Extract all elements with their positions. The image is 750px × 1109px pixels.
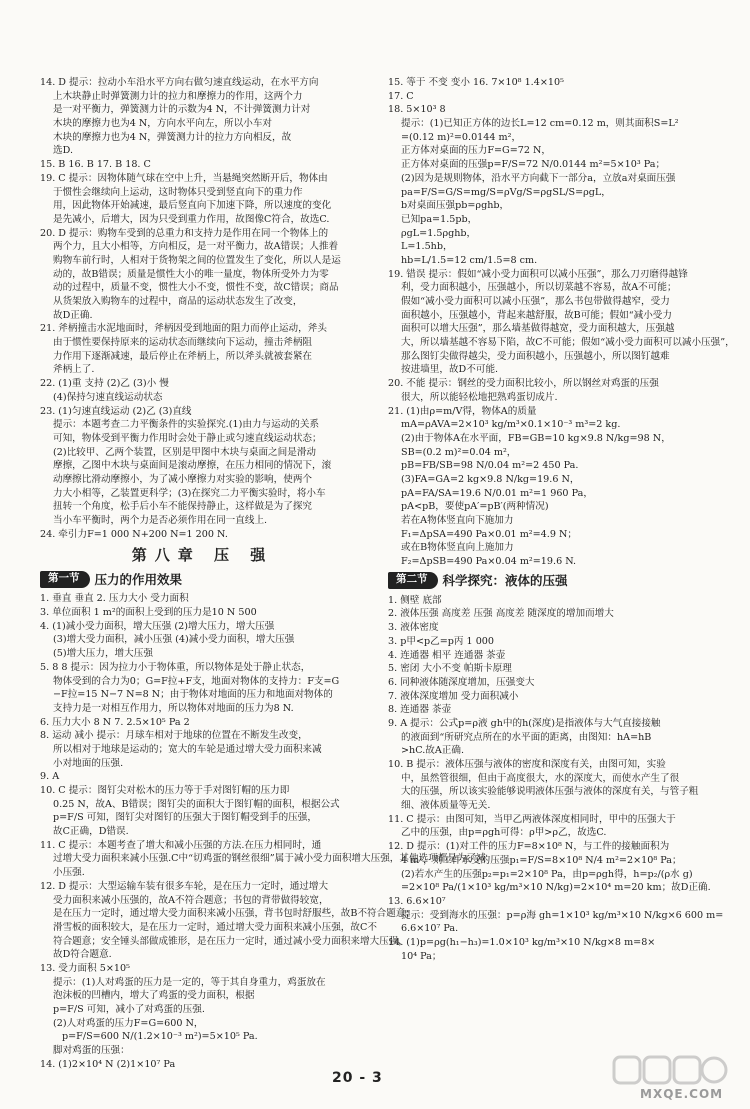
answer-line: 23. (1)匀速直线运动 (2)乙 (3)直线 — [40, 405, 192, 417]
section-title-2: 科学探究：液体的压强 — [442, 572, 568, 588]
answer-line: 13. 6.6×10⁷ — [388, 895, 446, 907]
answer-line: 两个力，且大小相等，方向相反，是一对平衡力，故A错误；人推着 — [53, 241, 339, 253]
answer-line: F₁=ΔpSA=490 Pa×0.01 m²=4.9 N； — [401, 528, 577, 540]
answer-line: 14. (1)p=ρg(h₁−h₃)=1.0×10³ kg/m³×10 N/kg×8 m=8× — [388, 936, 656, 948]
answer-line: 力作用下逐渐减速，最后停止在斧柄上，所以斧头就被套紧在 — [53, 350, 313, 362]
answer-line: 12. D 提示：(1)对工件的压力F=8×10⁸ N，与工件的接触面积为 — [388, 841, 670, 853]
answer-line: 2. 液体压强 高度差 压强 高度差 随深度的增加而增大 — [388, 608, 614, 620]
answer-line: >hC.故A正确. — [401, 745, 465, 757]
answer-line: (2)人对鸡蛋的压力F=G=600 N， — [53, 1017, 204, 1029]
answer-line: mA=ρAVA=2×10³ kg/m³×0.1×10⁻³ m³=2 kg. — [401, 419, 621, 431]
answer-line: 动摩擦比滑动摩擦小，为了减小摩擦力对实验的影响，使两个 — [53, 473, 313, 485]
watermark-text: MXQE.COM — [640, 1087, 724, 1101]
answer-line: 3. 单位面积 1 m²的面积上受到的压力是10 N 500 — [40, 607, 257, 619]
answer-line: 大，所以墙基越不容易下陷，故C不可能；假如“减小受力面积可以减小压强”， — [401, 337, 735, 349]
answer-line: 正方体对桌面的压强p=F/S=72 N/0.0144 m²=5×10³ Pa； — [401, 159, 666, 171]
answer-line: 7. 液体深度增加 受力面积减小 — [388, 690, 519, 702]
answer-line: 已知pa=1.5pb， — [401, 213, 478, 225]
answer-line: 中，虽然管很细，但由于高度很大，水的深度大，而使水产生了很 — [401, 772, 680, 784]
answer-line: 用，因此物体开始减速，最后竖直向下加速下降，所以速度的变化 — [53, 200, 332, 212]
answer-line: F₂=ΔpSB=490 Pa×0.04 m²=19.6 N. — [401, 556, 577, 568]
answer-line: 是先减小，后增大，因为只受到重力作用，故图像C符合，故选C. — [53, 213, 330, 225]
answer-line: 利，受力面积越小，压强越小，所以切菜越不容易，故A不可能； — [401, 282, 677, 294]
answer-line: 摩擦，乙图中木块与桌面间是滚动摩擦，在压力相同的情况下，滚 — [53, 460, 332, 472]
answer-line: 小压强. — [53, 867, 85, 879]
answer-line: ρgL=1.5ρghb， — [401, 227, 477, 239]
answer-line: p=F/S 可知，减小了对鸡蛋的压强. — [53, 1004, 205, 1015]
answer-line: 是一对平衡力，弹簧测力计的示数为4 N，不计弹簧测力计对 — [53, 104, 311, 116]
answer-line: 11. C 提示：由图可知，当甲乙两液体深度相同时，甲中的压强大于 — [388, 813, 676, 825]
answer-line: 的液面到“所研究点所在的水平面的距离，由图知：hA=hB — [401, 731, 652, 743]
answer-line: (2)因为是规则物体，沿水平方向截下一部分a，立放a对桌面压强 — [401, 172, 676, 184]
answer-line: 19. C 提示：因物体随气球在空中上升，当悬绳突然断开后，物体由 — [40, 172, 328, 184]
section-badge-2: 第二节 — [388, 572, 438, 589]
answer-line: 假如“减小受力面积可以减小压强”，那么书包带做得越窄，受力 — [401, 296, 670, 307]
left-answers-chapter7 — [40, 76, 365, 541]
answer-line: 9. A 提示：公式p=ρ液 gh中的h(深度)是指液体与大气直接接触 — [388, 717, 661, 729]
answer-line: 故C正确，D错误. — [53, 826, 129, 838]
answer-line: 4 m²，则工件承受的压强p₁=F/S=8×10⁸ N/4 m²=2×10⁸ Pa； — [401, 854, 682, 866]
answer-line: 符合题意；安全锤头部做成锥形，是在压力一定时，通过减小受力面积来增大压强， — [53, 935, 408, 947]
answer-line: 按进墙里，故D不可能. — [401, 364, 499, 376]
answer-line: 提示：(1)已知正方体的边长L=12 cm=0.12 m，则其面积S=L² — [401, 118, 679, 130]
answer-line: 上木块静止时弹簧测力计的拉力和摩擦力的作用，这两个力 — [53, 90, 303, 102]
answer-line: 4. (1)减小受力面积，增大压强 (2)增大压力，增大压强 — [40, 620, 275, 632]
answer-line: =(0.12 m)²=0.0144 m²， — [401, 131, 522, 143]
answer-line: (2)若水产生的压强p₂=p₁=2×10⁸ Pa，由p=ρgh得，h=p₂/(ρ水 g) — [401, 868, 693, 880]
answer-line: 故D符合题意. — [53, 949, 112, 961]
answer-line: (4)保持匀速直线运动状态 — [53, 391, 163, 403]
answer-line: 0.25 N，故A、B错误；图钉尖的面积大于图钉帽的面积，根据公式 — [53, 798, 340, 810]
answer-line: 斧柄上了. — [53, 364, 95, 376]
answer-line: b对桌面压强pb=ρghb， — [401, 200, 510, 212]
answer-line: 木块的摩擦力也为4 N，方向水平向左，所以小车对 — [53, 118, 273, 130]
answer-line: 17. C — [388, 90, 414, 102]
answer-line: 滑雪板的面积较大，是在压力一定时，通过增大受力面积来减小压强，故C不 — [53, 921, 377, 933]
answer-line: 14. (1)2×10⁴ N (2)1×10⁷ Pa — [40, 1058, 176, 1070]
answer-line: 6. 压力大小 8 N 7. 2.5×10⁵ Pa 2 — [40, 716, 190, 728]
answer-line: 6.6×10⁷ Pa. — [401, 923, 459, 935]
answer-line: 15. 等于 不变 变小 16. 7×10⁸ 1.4×10⁵ — [388, 77, 564, 88]
answer-line: 从货架放入购物车的过程中，商品的运动状态发生了改变， — [53, 296, 303, 307]
answer-line: 4. 连通器 相平 连通器 茶壶 — [388, 649, 506, 661]
answer-line: SB=(0.2 m)²=0.04 m²， — [401, 446, 517, 458]
answer-line: 物体受到的合力为0；G=F拉+F支，地面对物体的支持力：F支=G — [53, 675, 340, 687]
answer-line: 由于惯性要保持原来的运动状态而继续向下运动，撞击斧柄阻 — [53, 337, 313, 349]
answer-line: 脚对鸡蛋的压强： — [53, 1045, 130, 1057]
answer-line: 选D. — [53, 145, 73, 157]
answer-line: 9. A — [40, 771, 60, 783]
answer-line: pB=FB/SB=98 N/0.04 m²=2 450 Pa. — [401, 460, 579, 472]
answer-line: 6. 同种液体随深度增加，压强变大 — [388, 676, 535, 688]
answer-line: 小对地面的压强. — [53, 757, 124, 769]
answer-line: 提示：受到海水的压强：p=ρ海 gh=1×10³ kg/m³×10 N/kg×6 600 m= — [401, 909, 724, 921]
answer-line: 是在压力一定时，通过增大受力面积来减小压强，背书包时舒服些，故B不符合题意； — [53, 908, 416, 920]
page-number: 20 - 3 — [332, 1070, 383, 1086]
answer-line: 支持力是一对相互作用力，所以物体对地面的压力为8 N. — [53, 702, 294, 714]
answer-line: 动的过程中，质量不变，惯性大小不变，惯性不变，故C错误；商品 — [53, 282, 339, 294]
answer-line: 当小车平衡时，两个力是否必须作用在同一直线上. — [53, 515, 268, 526]
chapter-title: 第八章 压 强 — [131, 546, 274, 565]
answer-line: 11. C 提示：本题考查了增大和减小压强的方法.在压力相同时，通 — [40, 839, 322, 851]
answer-line: (5)增大压力，增大压强 — [53, 648, 153, 660]
answer-line: 力大小相等，乙装置更科学；(3)在探究二力平衡实验时，将小车 — [53, 487, 326, 499]
answer-line: 购物车前行时，人相对于货物架之间的位置发生了变化，所以人是运 — [53, 254, 341, 266]
answer-line: 面积越小，压强越小，背起来越舒服，故B可能；假如“减小受力 — [401, 309, 672, 321]
answer-line: pA<pB，要使pA′=pB′(两种情况) — [401, 501, 549, 513]
answer-line: 21. 斧柄撞击水泥地面时，斧柄因受到地面的阻力而停止运动，斧头 — [40, 323, 327, 335]
answer-line: 提示：本题考查二力平衡条件的实验探究.(1)由力与运动的关系 — [53, 419, 320, 431]
answer-line: 泡沫板的凹槽内，增大了鸡蛋的受力面积，根据 — [53, 990, 255, 1002]
answer-line: (2)由于物体A在水平面，FB=GB=10 kg×9.8 N/kg=98 N， — [401, 432, 671, 444]
answer-line: 细、液体质量等无关. — [401, 800, 491, 812]
right-answers-section2 — [388, 594, 723, 964]
answer-line: 很大，所以能轻松地把熟鸡蛋切成片. — [401, 391, 558, 403]
section-title-1: 压力的作用效果 — [94, 571, 183, 587]
answer-line: 22. (1)重 支持 (2)乙 (3)小 慢 — [40, 378, 169, 390]
answer-line: =2×10⁸ Pa/(1×10³ kg/m³×10 N/kg)=2×10⁴ m=20 km；故D正确. — [401, 882, 711, 894]
section-header-1 — [40, 569, 365, 589]
answer-line: 故D正确. — [53, 309, 93, 321]
answer-line: 面积可以增大压强”，那么墙基做得越宽，受力面积越大，压强越 — [401, 323, 675, 335]
answer-line: 20. 不能 提示：钢丝的受力面积比较小，所以钢丝对鸡蛋的压强 — [388, 378, 659, 390]
answer-line: 24. 牵引力F=1 000 N+200 N=1 200 N. — [40, 528, 228, 540]
answer-line: 所以相对于地球是运动的；宽大的车轮是通过增大受力面积来减 — [53, 743, 322, 755]
right-answers-section1 — [388, 76, 735, 569]
answer-line: 动的，故B错误；质量是惯性大小的唯一量度，物体所受外力为零 — [53, 268, 329, 280]
answer-line: 10. B 提示：液体压强与液体的密度和深度有关，由图可知，实验 — [388, 759, 666, 770]
answer-line: 19. 错误 提示：假如“减小受力面积可以减小压强”，那么刀刃磨得越锋 — [388, 268, 688, 280]
answer-line: 于惯性会继续向上运动，这时物体只受到竖直向下的重力作 — [53, 186, 303, 198]
answer-line: 8. 运动 减小 提示：月球车相对于地球的位置在不断发生改变， — [40, 730, 308, 742]
answer-line: 13. 受力面积 5×10⁵ — [40, 962, 130, 974]
answer-line: 3. p甲<p乙=p丙 1 000 — [388, 635, 494, 647]
answer-line: −F拉=15 N−7 N=8 N；由于物体对地面的压力和地面对物体的 — [53, 689, 333, 701]
answer-line: 乙中的压强，由p=ρgh可得：ρ甲>ρ乙，故选C. — [401, 827, 607, 839]
answer-line: 若在A物体竖直向下施加力 — [401, 515, 514, 526]
answer-line: 12. D 提示：大型运输车装有很多车轮，是在压力一定时，通过增大 — [40, 880, 329, 892]
answer-line: 木块的摩擦力也为4 N，弹簧测力计的拉力方向相反，故 — [53, 131, 292, 143]
answer-line: p=F/S 可知，图钉尖对图钉的压强大于图钉帽受到手的压强， — [53, 812, 317, 824]
answer-line: 10⁴ Pa； — [401, 950, 442, 962]
answer-line: 5. 8 8 提示：因为拉力小于物体重，所以物体是处于静止状态， — [40, 661, 311, 673]
answer-line: 15. B 16. B 17. B 18. C — [40, 159, 151, 171]
section-header-2 — [388, 571, 723, 591]
answer-line: 或在B物体竖直向上施加力 — [401, 542, 514, 554]
answer-line: 受力面积来减小压强的，故A不符合题意；书包的背带做得较宽， — [53, 894, 329, 906]
answer-line: 可知，物体受到平衡力作用时会处于静止或匀速直线运动状态； — [53, 432, 322, 444]
answer-line: 8. 连通器 茶壶 — [388, 704, 452, 716]
answer-line: 5. 密闭 大小不变 帕斯卡原理 — [388, 663, 512, 675]
answer-line: (2)比较甲、乙两个装置，区别是甲图中木块与桌面之间是滑动 — [53, 446, 317, 458]
answer-line: p=F/S=600 N/(1.2×10⁻³ m²)=5×10⁵ Pa. — [62, 1031, 258, 1043]
answer-line: (3)FA=GA=2 kg×9.8 N/kg=19.6 N， — [401, 473, 580, 485]
answer-line: 正方体对桌面的压力F=G=72 N， — [401, 145, 551, 157]
answer-line: 18. 5×10³ 8 — [388, 104, 446, 116]
answer-line: L=1.5hb， — [401, 241, 453, 253]
answer-line: 3. 液体密度 — [388, 622, 439, 634]
answer-line: pa=F/S=G/S=mg/S=ρVg/S=ρgSL/S=ρgL， — [401, 186, 611, 198]
answer-line: 20. D 提示：购物车受到的总重力和支持力是作用在同一个物体上的 — [40, 227, 329, 239]
answer-line: (3)增大受力面积，减小压强 (4)减小受力面积，增大压强 — [53, 634, 295, 646]
answer-line: hb=L/1.5=12 cm/1.5=8 cm. — [401, 254, 538, 266]
answer-line: 1. 垂直 垂直 2. 压力大小 受力面积 — [40, 593, 189, 605]
answer-line: 1. 侧壁 底部 — [388, 594, 442, 606]
answer-line: 过增大受力面积来减小压强.C中“切鸡蛋的钢丝很细”属于减小受力面积增大压强，其他选项都是为了减 — [53, 853, 486, 865]
answer-line: 扭转一个角度，松手后小车不能保持静止，这样做是为了探究 — [53, 501, 313, 513]
answer-line: 大的压强，所以该实验能够说明液体压强与液体的深度有关，与管子粗 — [401, 786, 699, 798]
right-column — [388, 76, 735, 963]
answer-line: 14. D 提示：拉动小车沿水平方向右做匀速直线运动，在水平方向 — [40, 77, 319, 88]
answer-line: 10. C 提示：图钉尖对松木的压力等于手对图钉帽的压力即 — [40, 785, 290, 796]
answer-line: 那么图钉尖做得越尖，受力面积越小，压强越小，所以图钉越难 — [401, 350, 670, 362]
answer-line: 21. (1)由ρ=m/V得，物体A的质量 — [388, 405, 537, 417]
answer-line: 提示：(1)人对鸡蛋的压力是一定的，等于其自身重力，鸡蛋放在 — [53, 976, 326, 988]
answer-line: pA=FA/SA=19.6 N/0.01 m²=1 960 Pa， — [401, 487, 593, 499]
section-badge-1: 第一节 — [40, 571, 90, 588]
